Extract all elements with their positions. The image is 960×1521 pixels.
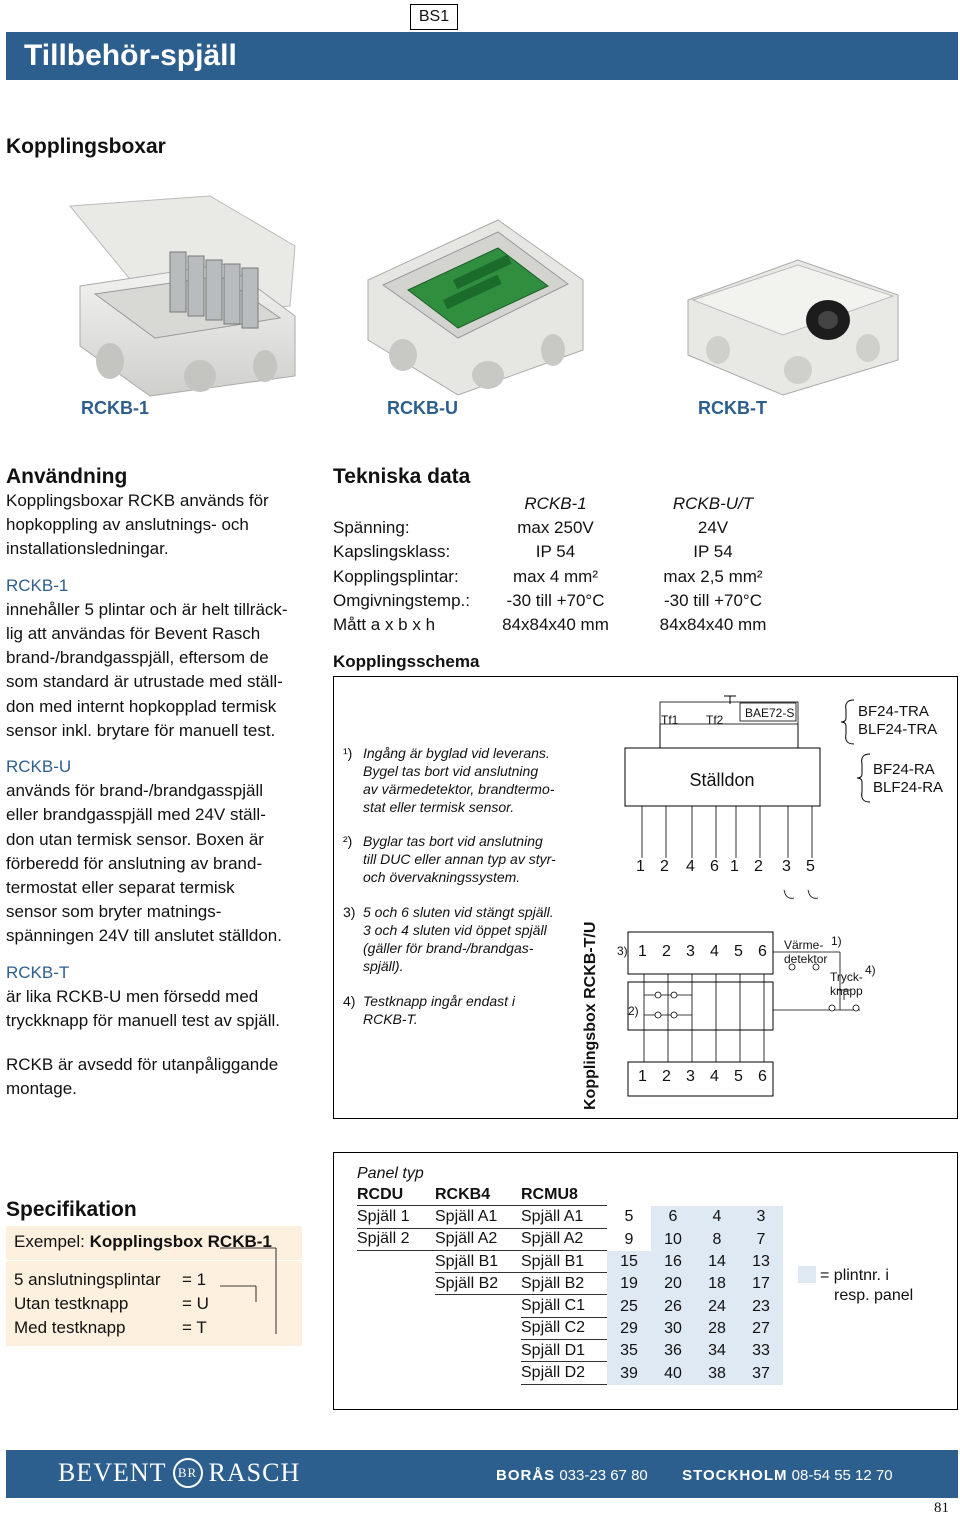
junction-box-pushbutton-photo [678, 240, 903, 400]
bracket-bottom [856, 752, 872, 804]
box-vertical-label: Kopplingsbox RCKB-T/U [582, 921, 599, 1110]
usage-heading: Användning [6, 465, 128, 488]
rckbu-description: används för brand-/brandgasspjäll eller brandgasspjäll med 24V ställ- don utan termisk sensor. Boxen är förberedd för anslutning av brand- termostat eller separat termisk sensor som bryter matnings- spänningen 24V till anslutet ställdon. [6, 781, 282, 946]
panel-table: RCDU RCKB4 RCMU8 Spjäll 1 Spjäll A1 Spjäll A1 5 6 4 3 Spjäll 2 Spjäll A2 Spjäll A2 9 10 8 7 Spjäll B1 Spjäll B1 15 16 14 13 Spjäll B2 Spjäll B2 19 20 18 17 Spjäll C1 25 26 24 23 Spjäll C2 29 30 28 27 Spjäll D1 35 36 34 33 Spjäll D2 39 40 38 37 [357, 1184, 783, 1385]
usage-intro: Kopplingsboxar RCKB används för hopkoppling av anslutnings- och installationsledningar. [6, 491, 269, 559]
product-label-rckbu: RCKB-U [387, 398, 458, 418]
section-title: Kopplingsboxar [6, 135, 166, 158]
push-button-sup: 4) [865, 963, 876, 977]
bracket-top [840, 698, 856, 746]
spec-rows: 5 anslutningsplintar = 1 Utan testknapp = U Med testknapp = T [14, 1270, 209, 1338]
rckb1-title: RCKB-1 [6, 575, 69, 595]
junction-box-terminals-photo [50, 186, 300, 400]
legend-swatch [798, 1266, 816, 1283]
rckbt-description: är lika RCKB-U men försedd med tryckknapp för manuell test av spjäll. [6, 986, 281, 1031]
brand-logo: BEVENT BR RASCH [58, 1458, 301, 1487]
heat-detector-sup: 1) [831, 934, 842, 948]
product-label-rckbt: RCKB-T [698, 398, 767, 418]
actuator-label: Ställdon [689, 770, 755, 790]
schema-notes: ¹) Ingång är byglad vid leverans. Bygel tas bort vid anslutning av värmedetektor, brandtermo- stat eller termisk sensor. ²) Byglar tas bort vid anslutning till DUC eller annan typ av styr- och övervakningssystem. 3) 5 och 6 sluten vid stängt spjäll. 3 och 4 sluten vid öppet spjäll (gäller för brand-/brandgas- spjäll). 4) Testknapp ingår endast i RCKB-T. [343, 745, 556, 1027]
tech-table: RCKB-1 RCKB-U/T Spänning: max 250V 24V Kapslingsklass: IP 54 IP 54 Kopplingsplintar: max 4 mm² max 2,5 mm² Omgivningstemp.: -30 till +70°C -30 till +70°C Mått a x b x h 84x84x40 mm 84x84x40 mm [333, 494, 767, 635]
usage-outro: RCKB är avsedd för utanpåliggande montage. [6, 1055, 279, 1099]
mark-2: 2) [628, 1004, 639, 1018]
models-bottom: BF24-RA BLF24-RA [873, 761, 944, 796]
product-label-rckb1: RCKB-1 [80, 398, 149, 418]
panel-legend: = plintnr. i resp. panel [820, 1267, 914, 1304]
schema-heading: Kopplingsschema [333, 652, 480, 671]
rckbt-title: RCKB-T [6, 962, 70, 982]
panel-heading: Panel typ [357, 1165, 424, 1182]
mark-3: 3) [617, 944, 628, 958]
models-top: BF24-TRA BLF24-TRA [858, 703, 938, 738]
junction-box-circuit-board-photo [358, 210, 588, 400]
rckb1-description: innehåller 5 plintar och är helt tillräck- lig att användas för Bevent Rasch brand-/brandgasspjäll, eftersom de som standard är utrustade med ställ- don med internt hopkopplad termisk sensor inkl. brytare för manuell test. [6, 599, 288, 740]
tf1-label: Tf1 [661, 713, 679, 727]
page-title: Tillbehör-spjäll [6, 32, 958, 80]
bae-label: BAE72-S [745, 706, 795, 720]
heat-detector-label: Värme- detektor [784, 938, 828, 966]
tf2-label: Tf2 [706, 713, 724, 727]
spec-box: Exempel: Kopplingsbox RCKB-1 5 anslutningsplintar = 1 Utan testknapp = U Med testknapp = T [6, 1226, 302, 1346]
wiring-diagram [600, 690, 955, 1115]
footer-bar [6, 1450, 958, 1498]
tech-heading: Tekniska data [333, 465, 471, 488]
page-number: 81 [934, 1500, 949, 1516]
footer-contacts: BORÅS 033-23 67 80 STOCKHOLM 08-54 55 12 70 [496, 1467, 893, 1484]
push-button-label: Tryck- knapp [830, 970, 863, 998]
usage-column [6, 465, 316, 1102]
page-code-box: BS1 [410, 4, 458, 30]
rckbu-title: RCKB-U [6, 757, 72, 777]
logo-emblem-icon: BR [173, 1458, 203, 1488]
spec-heading: Specifikation [6, 1198, 137, 1221]
